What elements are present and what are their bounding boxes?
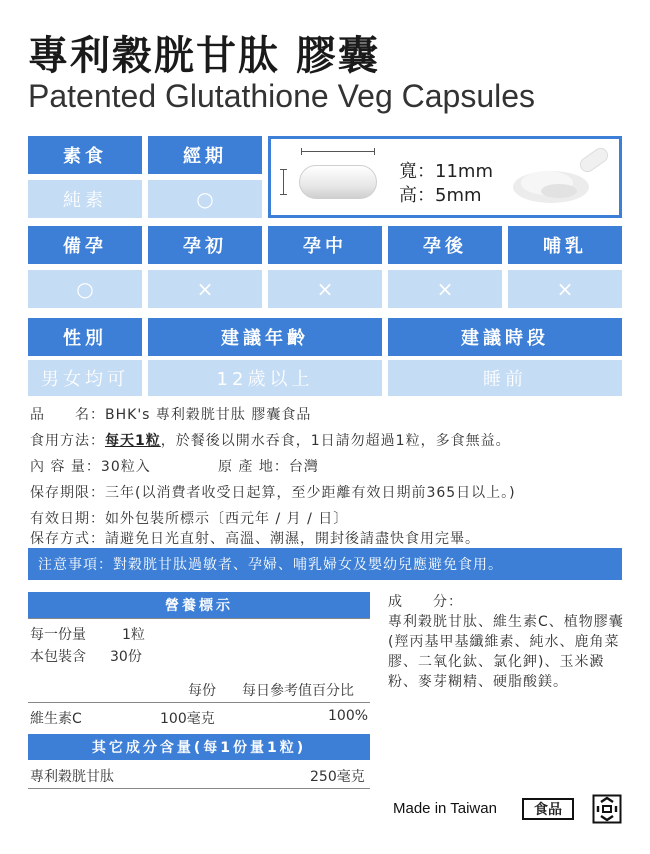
info-storage [30,528,480,548]
usage-rest: ，於餐後以開水吞食，1日請勿超過1粒，多食無益。 [160,433,511,449]
vitamin-c-amount: 100毫克 [160,711,215,727]
early-pregnancy-value: × [148,270,262,308]
vitamin-c-label: 維生素C [30,711,82,727]
vegetarian-value: 純素 [28,180,142,218]
capsule-width: 寬：11mm [399,161,493,182]
servings-value: 30份 [110,649,142,665]
recycle-icon [592,794,622,824]
breastfeeding-value: × [508,270,622,308]
width-dimension-line [301,151,375,152]
other-ingredients-title: 其它成分含量(每1份量1粒) [28,734,370,760]
info-content [30,456,151,476]
shelf-value: 三年(以消費者收受日起算，至少距離有效日期前365日以上。) [105,485,516,501]
storage-label: 保存方式： [30,531,105,547]
glutathione-label: 專利穀胱甘肽 [30,769,114,785]
capsule-size-box [268,136,622,218]
usage-label: 食用方法： [30,433,105,449]
height-dimension-line [283,169,284,195]
per-serving-header: 每份 [188,683,216,699]
origin-label: 原 產 地： [218,459,289,475]
ingredients-block [388,592,628,692]
pre-pregnancy-value: ○ [28,270,142,308]
vegetarian-header: 素食 [28,136,142,174]
ingredients-label: 成 分： [388,594,463,610]
time-value: 睡前 [388,360,622,396]
product-title-en: Patented Glutathione Veg Capsules [28,78,536,114]
serving-label: 每一份量 [30,627,86,643]
name-value: BHK's 專利穀胱甘肽 膠囊食品 [105,407,312,423]
age-value: 12歲以上 [148,360,382,396]
info-name [30,404,311,424]
info-shelf-life [30,482,516,502]
storage-value: 請避免日光直射、高溫、潮濕，開封後請盡快食用完畢。 [105,531,480,547]
late-pregnancy-value: × [388,270,502,308]
capsule-icon [299,165,377,199]
nutrition-divider [28,618,370,619]
food-badge: 食品 [522,798,574,820]
capsule-height: 高：5mm [399,185,482,206]
ingredients-text: 專利穀胱甘肽、維生素C、植物膠囊(羥丙基甲基纖維素、純水、鹿角菜膠、二氧化鈦、氯化鉀)、玉米澱粉、麥芽糊精、硬脂酸鎂。 [388,614,624,690]
name-label: 品 名： [30,407,105,423]
mid-pregnancy-value: × [268,270,382,308]
vitamin-c-dv: 100% [328,708,369,724]
nutrition-title: 營養標示 [28,592,370,618]
serving-value: 1粒 [122,627,145,643]
info-expiry [30,508,348,528]
nutrition-divider-2 [28,702,370,703]
menstrual-value: ○ [148,180,262,218]
early-pregnancy-header: 孕初 [148,226,262,264]
content-label: 內 容 量： [30,459,101,475]
gender-value: 男女均可 [28,360,142,396]
nutrition-divider-3 [28,788,370,789]
shelf-label: 保存期限： [30,485,105,501]
content-value: 30粒入 [100,459,151,475]
mid-pregnancy-header: 孕中 [268,226,382,264]
daily-value-header: 每日參考值百分比 [242,683,354,699]
expiry-label: 有效日期： [30,511,105,527]
notice-bar: 注意事項：對穀胱甘肽過敏者、孕婦、哺乳婦女及嬰幼兒應避免食用。 [28,548,622,580]
origin-value: 台灣 [288,459,319,475]
menstrual-header: 經期 [148,136,262,174]
servings-label: 本包裝含 [30,649,86,665]
gender-header: 性別 [28,318,142,356]
powder-image [501,147,611,209]
product-title-zh: 專利穀胱甘肽 膠囊 [28,33,380,79]
info-usage [30,430,511,450]
age-header: 建議年齡 [148,318,382,356]
info-origin [218,456,319,476]
glutathione-amount: 250毫克 [310,769,365,785]
late-pregnancy-header: 孕後 [388,226,502,264]
pre-pregnancy-header: 備孕 [28,226,142,264]
breastfeeding-header: 哺乳 [508,226,622,264]
time-header: 建議時段 [388,318,622,356]
made-in-taiwan: Made in Taiwan [393,800,497,817]
usage-dose: 每天1粒 [105,433,161,449]
expiry-value: 如外包裝所標示〔西元年 / 月 / 日〕 [105,511,349,527]
